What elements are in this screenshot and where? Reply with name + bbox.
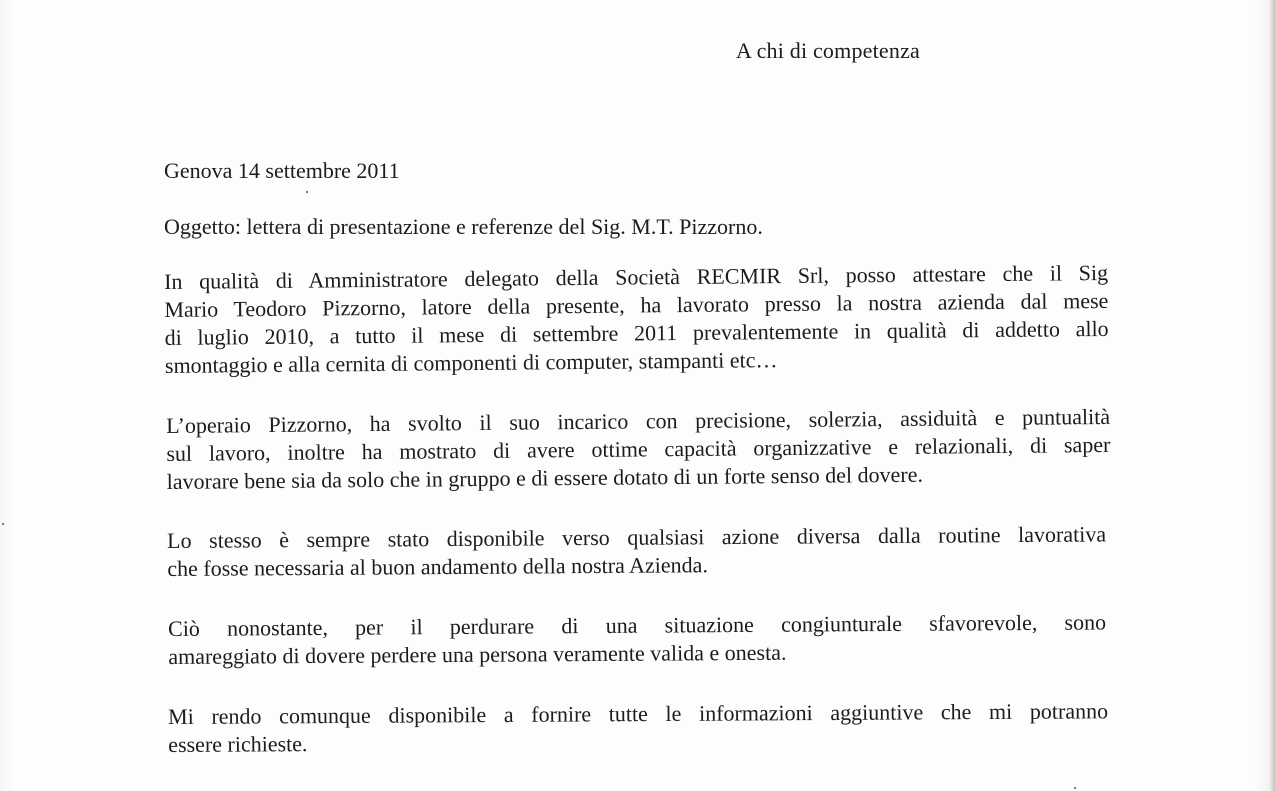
scan-edge-shadow: [1269, 0, 1275, 791]
scan-speck: [2, 523, 4, 525]
paragraph-line: sul lavoro, inoltre ha mostrato di avere ottime capacità organizzative e relazionali, di saper: [166, 431, 1111, 466]
date-line: Genova 14 settembre 2011: [164, 158, 400, 183]
paragraph-qualities: [166, 403, 1111, 496]
paragraph-attestation: [164, 259, 1109, 380]
paragraph-line: In qualità di Amministratore delegato della Società RECMIR Srl, posso attestare che il Sig: [164, 259, 1109, 294]
paragraph-line: amareggiato di dovere perdere una persona veramente valida e onesta.: [168, 639, 787, 669]
paragraph-line: essere richieste.: [168, 731, 308, 757]
addressee-line: A chi di competenza: [736, 38, 921, 63]
paragraph-line: Lo stesso è sempre stato disponibile verso qualsiasi azione diversa dalla routine lavorativa: [167, 521, 1107, 553]
paragraph-line: Ciò nonostante, per il perdurare di una situazione congiunturale sfavorevole, sono: [168, 609, 1107, 641]
paragraph-line: smontaggio e alla cernita di componenti di computer, stampanti etc…: [164, 347, 778, 378]
paragraph-regret: [168, 608, 1106, 671]
scan-speck: [1074, 787, 1076, 789]
paragraph-line: di luglio 2010, a tutto il mese di settembre 2011 prevalentemente in qualità di addetto allo: [164, 315, 1109, 350]
paragraph-line: lavorare bene sia da solo che in gruppo e di essere dotato di un forte senso del dovere.: [166, 461, 924, 494]
paragraph-line: Mi rendo comunque disponibile a fornire tutte le informazioni aggiuntive che mi potranno: [168, 698, 1109, 729]
paragraph-line: Mario Teodoro Pizzorno, latore della presente, ha lavorato presso la nostra azienda dal mese: [164, 287, 1109, 322]
paragraph-closing: [168, 697, 1108, 759]
paragraph-availability: [167, 520, 1106, 583]
subject-line: Oggetto: lettera di presentazione e referenze del Sig. M.T. Pizzorno.: [164, 214, 763, 239]
paragraph-line: che fosse necessaria al buon andamento della nostra Azienda.: [167, 552, 708, 581]
paragraph-line: L’operaio Pizzorno, ha svolto il suo incarico con precisione, solerzia, assiduità e puntualità: [166, 403, 1111, 438]
scan-speck: [306, 191, 308, 193]
